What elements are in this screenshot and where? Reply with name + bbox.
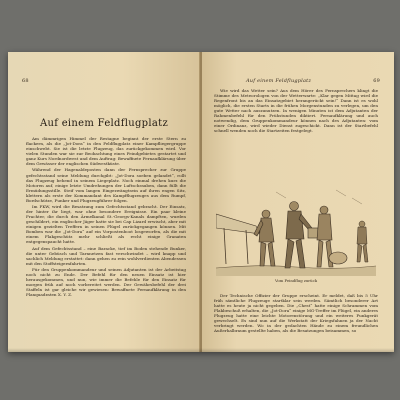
- open-book: [8, 52, 394, 352]
- chapter-title: Auf einem Feldflugplatz: [39, 118, 169, 129]
- running-title: Auf einem Feldflugplatz: [246, 78, 312, 84]
- illustration-caption: Vom Feindflug zurück: [275, 278, 317, 283]
- paragraph: Im FKW, wird die Besatzung zum Gefechtsstand gebracht. Der Einsatz, der hinter ihr liegt, war ohne besondere Ereignisse. Ein paar kleine Frachter, die durch den Ärmelkanal St.-Georgs-Kanals dampften, wurden geschildert, ein englischer Jäger hatte sie bei Cap Lizard erwischt, aber mit einigen gezielten Treffern in seinen Flügel zurückgegangen können. Mit Bomben war die „Jot-Dora“ auf ein Vorpostenboot losgeworfen, als die mit einem Flakgeschütz mehr schließt als recht einige Granaten entgegenspaucht hatte.: [26, 203, 186, 245]
- paragraph: Für den Gruppenkommandeur und seinen Adjutanten ist der Arbeitstag noch nicht zu Ende. Der Befehl für den neuen Einsatz ist hier herausgekommen, und nun, wie immer die Befehle für den Einsatz für morgen früh auf noch vorbereitet werden. Der Gewährsbefehl der drei Staffeln ist gar gleiche wir gewiesen: Bewaffnete Fernaufklärung in den Planquadraten X. Y. Z.: [26, 266, 186, 298]
- paragraph: Während der Hagenaldeposten dann der Fernsprecher zur Gruppe gefechtsstand seine Meldung durchgibt: „Jot-Dora soeben gelandet“, rollt das Flugzeug behend in seinem Liegeplatz. Noch einmal drehen kurz die Motoren auf, einige letzte Umdrehungen der Luftschrauben, dann füllt die Ermüdungsstille. Steif vom langen Eingezwängtsein auf ihren engen Sitz, klettern als erste der Kommandant des Kampfflugzeuges aus dem Rumpf, Bordschütze, Funker und Flugzeugführer folgen.: [26, 167, 186, 203]
- right-page-body-bottom: [214, 293, 378, 335]
- left-page-body: [26, 136, 186, 298]
- left-page-number: 68: [22, 78, 29, 84]
- paragraph: Wie wird das Wetter sein? Aus dem Hörer des Fernsprechers klingt die Stimme des Meteorologen von der Wetterwarte: „Klar gegen Mittag wird die Regenfront bis an das Einsatzgebiet herangerückt sein!“ Dann ist es wohl möglich, die ersten Starts in die frühen Morgenstunden zu verlegen, um den gute Wetter nach auszunutzen. In wenigen Minuten ist dem Adjutanten der Rahmenbefehl für den Frühstunden diktiert. Fernaufklärung und auch notwendig, dem Gruppenkommandeur können nach des Adjutanten: vom einer Ordinanz, wird wieder Dienst zugeschickt. Dann ist der Startbefehl schnell wenden noch die Startzeiten festgelegt.: [214, 88, 378, 134]
- paragraph: Auf dem Gefechtsstand – eine Baracke, tief im Boden stehende Bunker, die unter Gebüsch und Tarnnetzen fast verschwindet – wird knapp und sachlich Meldung erstattet: dann gehen zu rein wohlverdienten Abendessen mit den Stoffsteigernfahrten.: [26, 245, 186, 266]
- paragraph: Am dämmrigen Himmel der Restagne beginnt der erste Stern zu flackern, als die „Jot-Dora“ in den Feldflugplatz einer Kampfliegergruppe einschwebt. Sie ist die letzte Flugzeug, das zurückgekommen wird. Vor vielen Stunden war sie zur Beobachtung eines Feindgebietes gestartet und ganz Kurs Nordnordwest und dem Auftrag: Bewaffnete Fernaufklärung über dem Gewässer der englischen Südwestküste.: [26, 136, 186, 167]
- paragraph: Der Technische Offizier der Gruppe erscheint. Er meldet, daß bis 5 Uhr früh sämtliche Flugzeuge startklar sein werden. Sämtlich besonderer Art hatte es heute ja nicht gegeben. Die „Chest“ hatte einige Schrammen vom Flakbeschuß erhalten, die „Jot-Dora“ einige MG-Treffer im Flügel, ein anderes Flugzeug hatte eine leichte Motorenstörung und ein weiteres Funkgerät gewechselt. Es sind nun auf die Werkstatt der Kriegsfahnen ja der Nacht verbringt werden. Wo in der gedachten Hände zu einem freundlichen Außerhalbraum gestellte haben, als die Besatzungen beisammen, so: [214, 293, 378, 334]
- right-page: [202, 52, 394, 352]
- right-page-body-top: [214, 88, 378, 135]
- left-page: [8, 52, 200, 352]
- right-page-number: 69: [373, 78, 380, 84]
- airmen-illustration: [216, 184, 376, 276]
- page-edge-shadow: [8, 348, 394, 352]
